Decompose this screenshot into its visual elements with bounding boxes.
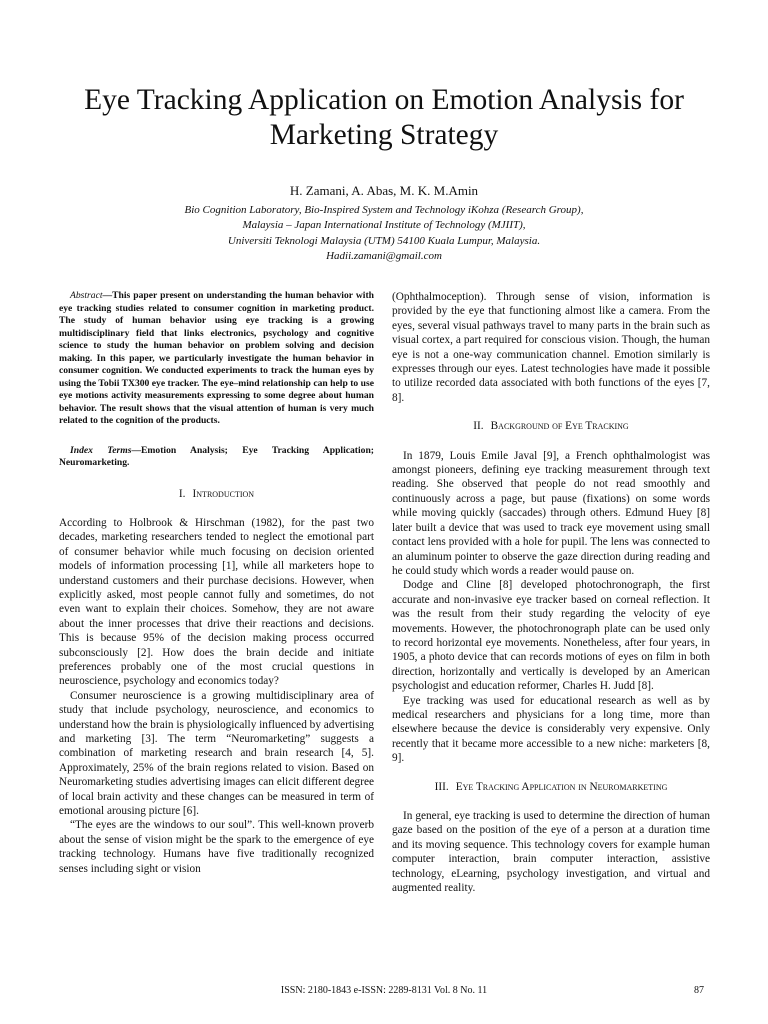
section-title: Background of Eye Tracking <box>490 420 629 433</box>
affiliation-line: Malaysia – Japan International Institute of Technology (MJIIT), <box>242 219 526 232</box>
paragraph: Eye tracking was used for educational research as well as by medical researchers and physicians for a long time, more than elsewhere because the device is considerably very expensive. Only recently that it became more accessible to a new niche: marketers [8, 9]. <box>392 694 710 765</box>
abstract-text: —This paper present on understanding the human behavior with eye tracking studies related to consumer cognition in marketing product. The study of human behavior using eye tracking is a growing multidisciplinary field that links electronics, psychology and cognitive science to study the human behavior on problem solving and decision making. In this paper, we particularly investigate the human behavior in consumer cognition. We conducted experiments to track the human eyes by using the Tobii TX300 eye tracker. The eye–mind relationship can help to use eye motions activity measurements expressing to some degree about human behavior. The result shows that the visual attention of human is very much related to the cognition of the products. <box>59 290 374 426</box>
abstract <box>59 290 374 428</box>
section-heading-application <box>392 780 710 794</box>
section-heading-introduction <box>59 487 374 501</box>
left-column <box>59 290 374 876</box>
journal-footer: ISSN: 2180-1843 e-ISSN: 2289-8131 Vol. 8 No. 11 <box>280 985 488 996</box>
paragraph: In general, eye tracking is used to determine the direction of human gaze based on the position of the eye of a person at a duration time and its moving sequence. This technology covers for example human computer interaction, brain computer interaction, assistive technology, eLearning, psychology investigation, and virtual and augmented reality. <box>392 810 710 895</box>
paragraph: In 1879, Louis Emile Javal [9], a French ophthalmologist was amongst pioneers, defining eye tracking measurement through text reading. She observed that people do not read smoothly and continuously across a page, but pause (fixations) on some words while moving quickly (saccades) through others. Edmund Huey [8] later built a device that was used to track eye movement using small contact lens provided with a hole for pupil. The lens was connected to an aluminum pointer to observe the gaze direction during reading and he could study which words a reader would pause on. <box>392 449 710 577</box>
affiliation-line: Bio Cognition Laboratory, Bio-Inspired System and Technology iKohza (Research Group), <box>184 204 584 216</box>
section-heading-background <box>392 419 710 433</box>
paragraph: According to Holbrook & Hirschman (1982), for the past two decades, marketing researchers tended to neglect the emotional part of consumer behavior while much focusing on decision oriented models of information processing [1], while all marketers hope to understand customers and their purchase decisions. However, when explicitly asked, most people cannot fully and sometimes, do not even want to explain their choices. Somehow, they are not aware about the inner processes that drive their reactions and decisions. This is because 95% of the decision making process occurred subconsciously [2]. How does the brain decide and initiate preferences probably one of the most crucial questions in neuroscience, psychology and economics today? <box>59 516 374 688</box>
section-number: I. <box>178 487 186 500</box>
section-title: Eye Tracking Application in Neuromarketing <box>455 780 668 793</box>
section-number: II. <box>473 420 484 433</box>
index-terms <box>59 445 374 470</box>
paragraph: Dodge and Cline [8] developed photochronograph, the first accurate and non-invasive eye tracker based on corneal reflection. It was the result from their study regarding the velocity of eye movements. However, the photochronograph plate can be used only to record horizontal eye movements. Nonetheless, after four years, in 1905, a photo device that can records motions of eyes on film in both direction, horizontally and vertically is developed by an American psychologist and education reformer, Charles H. Judd [8]. <box>392 579 710 693</box>
author-email: Hadii.zamani@gmail.com <box>326 249 442 262</box>
author-list: H. Zamani, A. Abas, M. K. M.Amin <box>289 183 479 198</box>
right-column <box>392 290 710 895</box>
abstract-label: Abstract <box>70 290 103 301</box>
paragraph: “The eyes are the windows to our soul”. This well-known proverb about the sense of vision might be the spark to the emergence of eye tracking technology. Humans have five traditionally recognized senses including sight or vision <box>59 819 374 875</box>
affiliation-line: Universiti Teknologi Malaysia (UTM) 54100 Kuala Lumpur, Malaysia. <box>227 234 541 247</box>
paragraph: (Ophthalmoception). Through sense of vision, information is provided by the eye that functioning almost like a camera. From the eyes, several visual pathways travel to many parts in the brain such as visual cortex, a part required for conscious vision. Though, the human eye is not a one-way communication channel. Emotion similarly is expresses through our eyes. Latest technologies have made it possible to utilize recorded data associated with both functions of the eyes [7, 8]. <box>392 291 710 404</box>
section-number: III. <box>434 780 449 793</box>
paragraph: Consumer neuroscience is a growing multidisciplinary area of study that include psychology, neuroscience, and economics to understand how the brain is physiologically influenced by advertising and marketing [3]. The term “Neuromarketing” suggests a combination of marketing research and brain research [4, 5]. Approximately, 25% of the brain regions related to vision. Based on Neuromarketing studies advertising images can elicit different degree of local brain activity and these changes can be measured in term of emotional arousing picture [6]. <box>59 689 374 818</box>
index-terms-text: —Emotion Analysis; Eye Tracking Application; Neuromarketing. <box>59 444 374 468</box>
page-number: 87 <box>694 985 704 996</box>
paper-title: Eye Tracking Application on Emotion Analysis for Marketing Strategy <box>84 84 684 151</box>
affiliation-block <box>0 203 768 264</box>
index-terms-label: Index Terms <box>70 444 132 456</box>
section-title: Introduction <box>192 487 255 500</box>
